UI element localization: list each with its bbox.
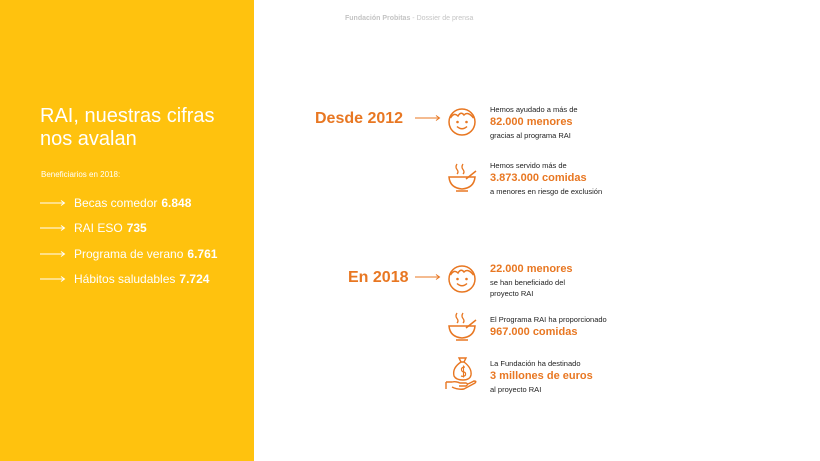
stat-pre: Hemos ayudado a más de: [490, 105, 578, 114]
stat-highlight: 3.873.000 comidas: [490, 172, 587, 184]
stat-post: gracias al programa RAI: [490, 131, 571, 140]
arrow-right-icon: [40, 199, 66, 207]
stat-pre: Hemos servido más de: [490, 161, 567, 170]
stat-pre: El Programa RAI ha proporcionado: [490, 315, 607, 324]
stat-pre: La Fundación ha destinado: [490, 359, 581, 368]
stat-2018-comidas: [490, 314, 607, 340]
beneficiary-value: 6.761: [187, 246, 218, 261]
stat-highlight: 82.000 menores: [490, 116, 573, 128]
child-face-icon: [446, 106, 478, 138]
stat-post: al proyecto RAI: [490, 385, 542, 394]
beneficiaries-label: Beneficiarios en 2018:: [41, 170, 121, 179]
stat-2012-menores: [490, 104, 578, 141]
beneficiary-value: 6.848: [161, 195, 192, 210]
beneficiary-label: RAI ESO: [74, 221, 123, 236]
stat-post: proyecto RAI: [490, 289, 534, 298]
arrow-right-icon: [415, 114, 441, 122]
page-title: RAI, nuestras cifras nos avalan: [40, 105, 215, 150]
beneficiary-item-habitos: [40, 267, 217, 293]
beneficiary-value: 7.724: [179, 272, 210, 287]
arrow-right-icon: [415, 273, 441, 281]
food-bowl-icon: [446, 310, 478, 342]
stat-highlight: 22.000 menores: [490, 263, 573, 275]
beneficiary-item-verano: [40, 241, 217, 267]
arrow-right-icon: [40, 250, 66, 258]
food-bowl-icon: [446, 161, 478, 193]
header-separator: -: [410, 15, 417, 22]
year-heading-2018: En 2018: [348, 269, 409, 286]
beneficiary-label: Programa de verano: [74, 246, 184, 261]
stat-highlight: 3 millones de euros: [490, 370, 593, 382]
beneficiary-value: 735: [126, 221, 147, 236]
stat-highlight: 967.000 comidas: [490, 326, 578, 338]
header-doc: Dossier de prensa: [416, 15, 474, 22]
beneficiary-label: Hábitos saludables: [74, 272, 176, 287]
document-header: [345, 15, 473, 22]
stat-2018-euros: [490, 358, 593, 395]
stat-post: se han beneficiado del: [490, 278, 566, 287]
stat-post: a menores en riesgo de exclusión: [490, 187, 603, 196]
beneficiary-item-becas: [40, 190, 217, 216]
beneficiary-item-rai-eso: [40, 216, 217, 242]
money-bag-hand-icon: [444, 356, 478, 392]
beneficiary-label: Becas comedor: [74, 195, 158, 210]
year-heading-2012: Desde 2012: [315, 110, 404, 127]
stat-2018-menores: [490, 262, 573, 299]
beneficiaries-list: [40, 190, 217, 292]
child-face-icon: [446, 263, 478, 295]
header-brand: Fundación Probitas: [345, 15, 411, 22]
left-panel: [0, 0, 254, 461]
stat-2012-comidas: [490, 160, 602, 197]
arrow-right-icon: [40, 224, 66, 232]
arrow-right-icon: [40, 275, 66, 283]
